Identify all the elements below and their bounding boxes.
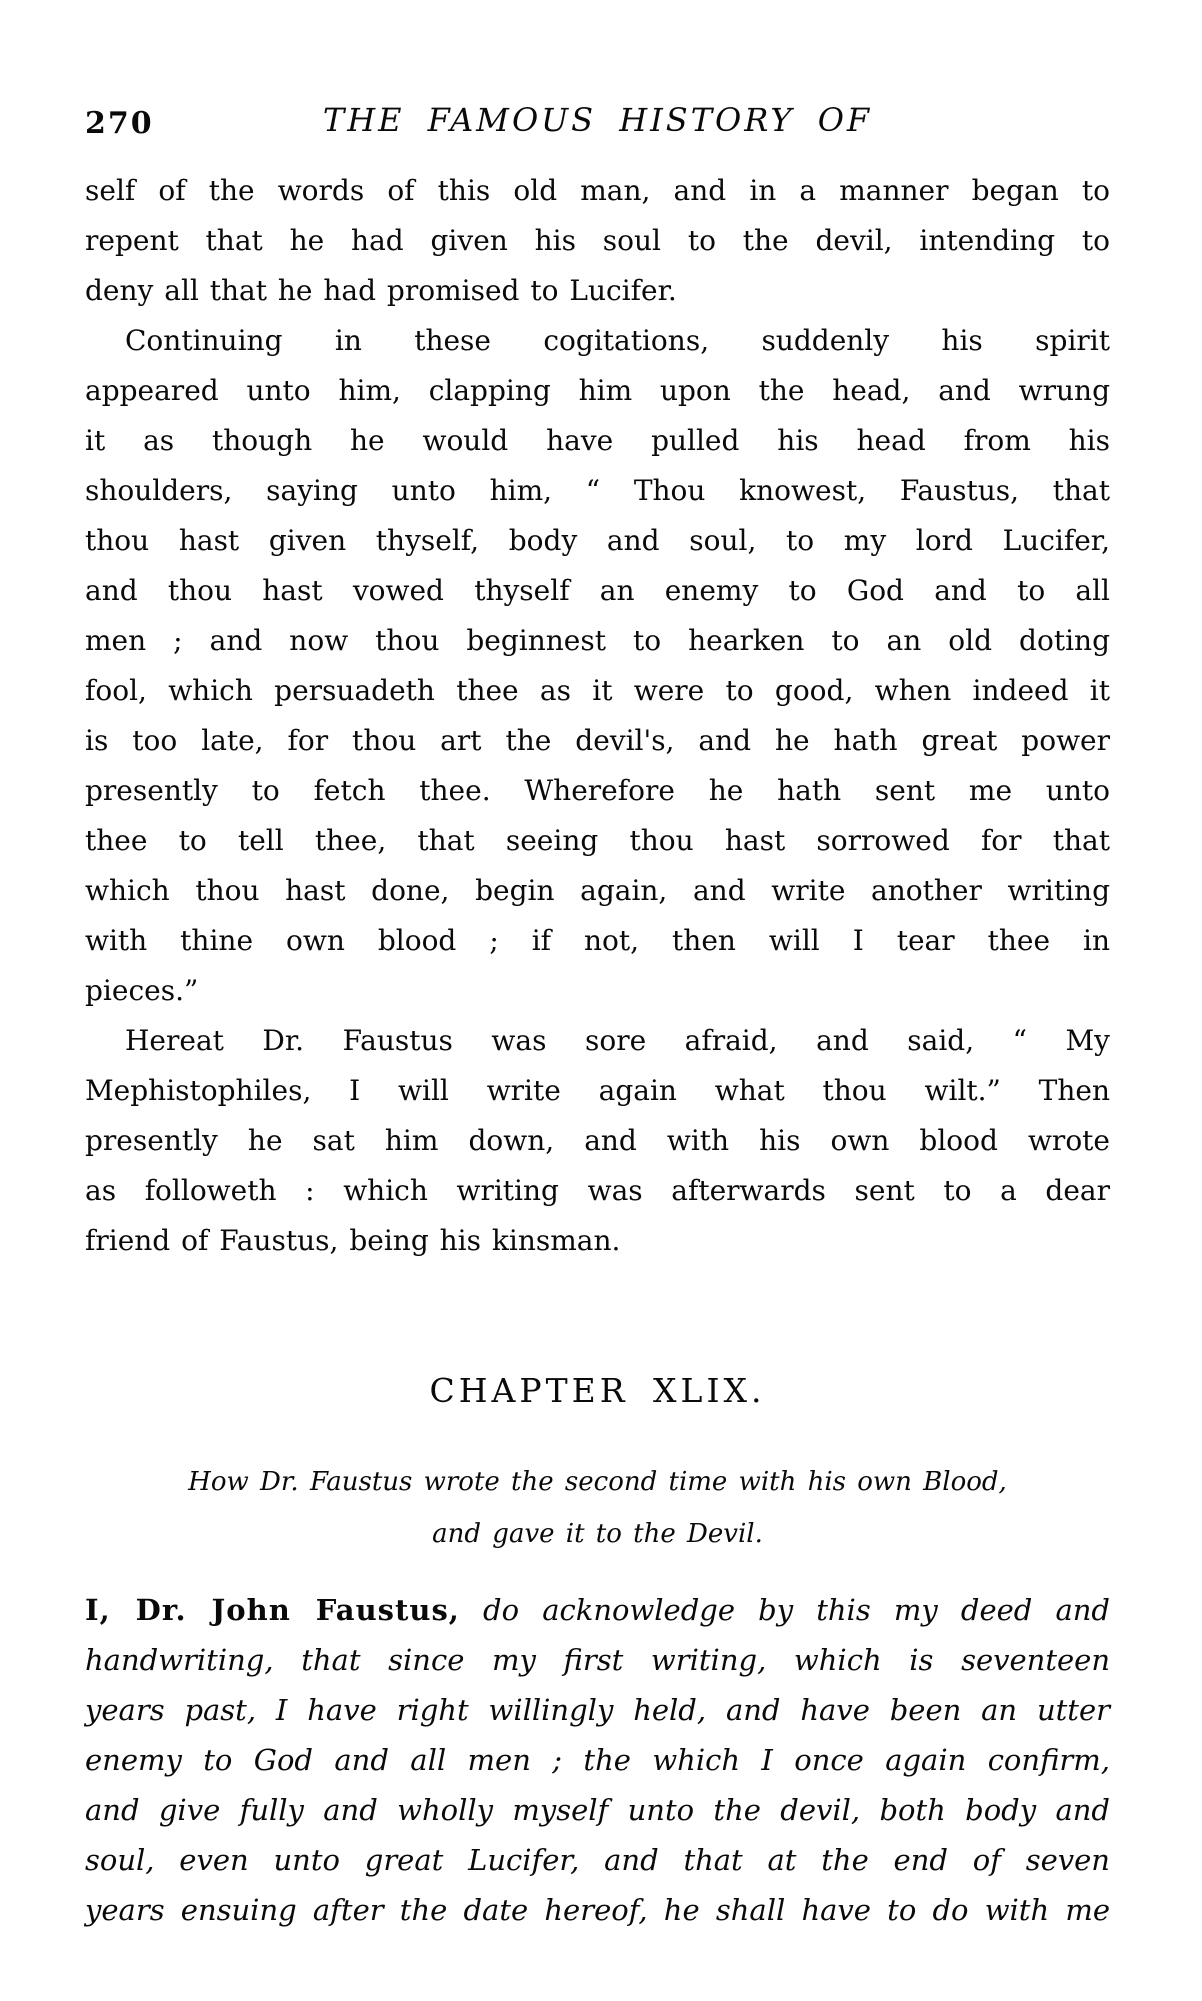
body-line: and thou hast vowed thyself an enemy to God and to all [85,574,1110,607]
body-line: shoulders, saying unto him, “ Thou knowest, Faustus, that [85,474,1110,507]
chapter-heading: CHAPTER XLIX. [429,1371,766,1410]
body-line: deny all that he had promised to Lucifer. [85,274,677,307]
body-line: friend of Faustus, being his kinsman. [85,1224,621,1257]
deed-line: soul, even unto great Lucifer, and that at the end of seven [85,1843,1110,1877]
deed-first-line-rest: do acknowledge by this my deed and [459,1593,1110,1627]
body-line: as followeth : which writing was afterwards sent to a dear [85,1174,1110,1207]
deed-paragraph [85,1585,1110,1935]
body-line: which thou hast done, begin again, and write another writing [85,874,1110,907]
body-line: fool, which persuadeth thee as it were to good, when indeed it [85,674,1110,707]
deed-line: years ensuing after the date hereof, he shall have to do with me [85,1893,1110,1927]
page-content [85,166,1110,1935]
chapter-subtitle-line: How Dr. Faustus wrote the second time with his own Blood, [188,1467,1007,1497]
paragraph [85,1016,1110,1266]
chapter-subtitle-line: and gave it to the Devil. [432,1519,763,1549]
paragraph [85,166,1110,316]
chapter-subtitle [85,1456,1110,1560]
body-line: it as though he would have pulled his head from his [85,424,1110,457]
body-line: presently to fetch thee. Wherefore he hath sent me unto [85,774,1110,807]
running-header: THE FAMOUS HISTORY OF [322,101,873,139]
body-line: thou hast given thyself, body and soul, to my lord Lucifer, [85,524,1110,557]
body-line: is too late, for thou art the devil's, and he hath great power [85,724,1110,757]
body-line: self of the words of this old man, and in a manner began to [85,174,1110,207]
body-line: men ; and now thou beginnest to hearken to an old doting [85,624,1110,657]
body-line: thee to tell thee, that seeing thou hast sorrowed for that [85,824,1110,857]
body-line: presently he sat him down, and with his own blood wrote [85,1124,1110,1157]
deed-line: handwriting, that since my first writing, which is seventeen [85,1643,1110,1677]
deed-opening-blackletter: I, Dr. John Faustus, [85,1593,460,1627]
body-line: repent that he had given his soul to the devil, intending to [85,224,1110,257]
body-line: with thine own blood ; if not, then will I tear thee in [85,924,1110,957]
deed-line: and give fully and wholly myself unto the devil, both body and [85,1793,1110,1827]
body-line: Mephistophiles, I will write again what thou wilt.” Then [85,1074,1110,1107]
body-line: Continuing in these cogitations, suddenly his spirit [125,324,1110,357]
deed-line [85,1585,1110,1635]
deed-line: enemy to God and all men ; the which I once again confirm, [85,1743,1110,1777]
body-line: appeared unto him, clapping him upon the head, and wrung [85,374,1110,407]
body-line: pieces.” [85,974,199,1007]
paragraph [85,316,1110,1016]
body-line: Hereat Dr. Faustus was sore afraid, and said, “ My [125,1024,1110,1057]
deed-line: years past, I have right willingly held, and have been an utter [85,1693,1110,1727]
page-number: 270 [85,106,154,141]
